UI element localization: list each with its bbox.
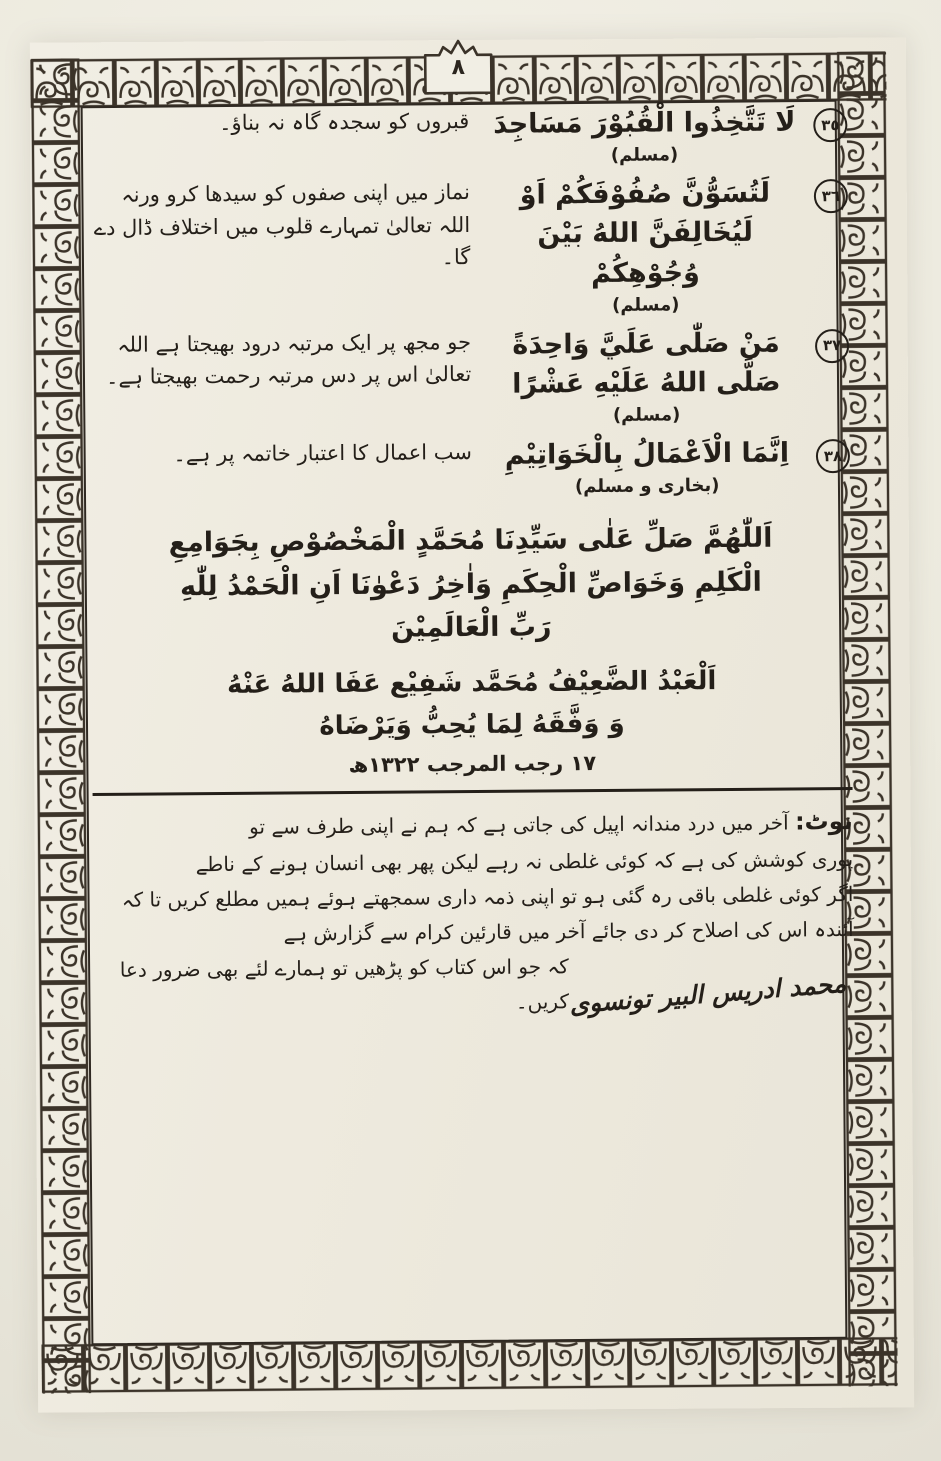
hadith-arabic-column (480, 174, 811, 320)
hadith-source: (مسلم) (610, 144, 679, 167)
note-line-3: اگر کوئی غلطی باقی رہ گئی ہو تو اپنی ذمہ داری سمجھتے ہوئے ہمیں مطلع کریں تا کہ (121, 882, 854, 912)
hadith-urdu-translation: نماز میں اپنی صفوں کو سیدھا کرو ورنہ اللہ تعالیٰ تمہارے قلوب میں اختلاف ڈال دے گا۔ (93, 180, 471, 270)
note-first-line (93, 800, 853, 848)
handwritten-signature: محمد ادریس البیر تونسوی (568, 969, 847, 1020)
hadith-number: ٣٥ (813, 108, 847, 142)
note-label: نوٹ: (794, 807, 853, 836)
hadith-arabic-text: لَتُسَوُّنَّ صُفُوْفَكُمْ اَوْ لَيُخَالِفَنَّ اللهُ بَيْنَ وُجُوْهِكُمْ (519, 177, 771, 289)
hadith-source: (بخاری و مسلم) (574, 475, 720, 498)
page-number: ٨ (451, 54, 466, 81)
hadith-entry (90, 433, 850, 504)
note-line-1: آخر میں درد مندانہ اپیل کی جاتی ہے کہ ہم نے اپنی طرف سے تو (249, 810, 789, 839)
hadith-source: (مسلم) (611, 294, 680, 316)
author-signature-block (92, 660, 853, 749)
hadith-entry (89, 323, 850, 433)
note-divider (93, 787, 853, 796)
publisher-note (93, 800, 855, 1023)
hadith-entry (87, 102, 847, 173)
hadith-arabic-text: لَا تَتَّخِذُوا الْقُبُوْرَ مَسَاجِدَ (493, 106, 796, 140)
hadith-number: ٣٧ (815, 329, 849, 363)
dua-line-3: رَبِّ الْعَالَمِيْنَ (390, 611, 552, 644)
hadith-urdu-translation: قبروں کو سجدہ گاہ نہ بناؤ۔ (219, 109, 470, 135)
dua-line-2: الْكَلِمِ وَخَوَاصِّ الْحِكَمِ وَاٰخِرُ دَعْوٰنَا اَنِ الْحَمْدُ لِلّٰهِ (179, 566, 762, 602)
hadith-number: ٣٨ (816, 439, 850, 473)
hijri-date: ١٧ رجب المرجب ١٣٢٢ھ (348, 751, 597, 778)
closing-dua (90, 516, 851, 652)
page-content (87, 102, 857, 1338)
hadith-arabic-column (481, 323, 812, 430)
hadith-source: (مسلم) (612, 404, 681, 426)
hadith-arabic-column (482, 433, 813, 501)
hadith-arabic-column (479, 102, 810, 170)
hadith-urdu-translation: جو مجھ پر ایک مرتبہ درود بھیجتا ہے اللہ تعالیٰ اس پر دس مرتبہ رحمت بھیجتا ہے۔ (106, 329, 472, 390)
note-final-row (94, 947, 855, 1023)
hadith-urdu-translation: سب اعمال کا اعتبار خاتمہ پر ہے۔ (173, 440, 472, 467)
dua-line-1: اَللّٰهُمَّ صَلِّ عَلٰى سَيِّدِنَا مُحَمَّدٍ الْمَخْصُوْصِ بِجَوَامِعِ (168, 522, 773, 559)
author-signature-line-1: اَلْعَبْدُ الضَّعِيْفُ مُحَمَّد شَفِيْع عَفَا اللهُ عَنْهُ (226, 666, 717, 700)
page-number-cartouche (421, 39, 495, 96)
note-line-4: آئندہ اس کی اصلاح کر دی جائے آخر میں قارئین کرام سے گزارش ہے (283, 917, 854, 946)
note-line-5: کہ جو اس کتاب کو پڑھیں تو ہمارے لئے بھی ضرور دعا کریں۔ (119, 954, 570, 1014)
hadith-number: ٣٦ (814, 179, 848, 213)
hadith-arabic-text: اِنَّمَا الْاَعْمَالُ بِالْخَوَاتِيْمِ (504, 437, 790, 471)
border-band-bottom (41, 1336, 897, 1393)
author-signature-line-2: وَ وَفَّقَهُ لِمَا يُحِبُّ وَيَرْضَاهُ (319, 708, 625, 741)
note-line-2: پوری کوشش کی ہے کہ کوئی غلطی نہ رہے لیکن پھر بھی انسان ہونے کے ناطے (195, 847, 854, 877)
hadith-arabic-text: مَنْ صَلّٰى عَلَيَّ وَاحِدَةً صَلَّى اللهُ عَلَيْهِ عَشْرًا (512, 327, 781, 400)
hadith-entry (88, 173, 849, 322)
